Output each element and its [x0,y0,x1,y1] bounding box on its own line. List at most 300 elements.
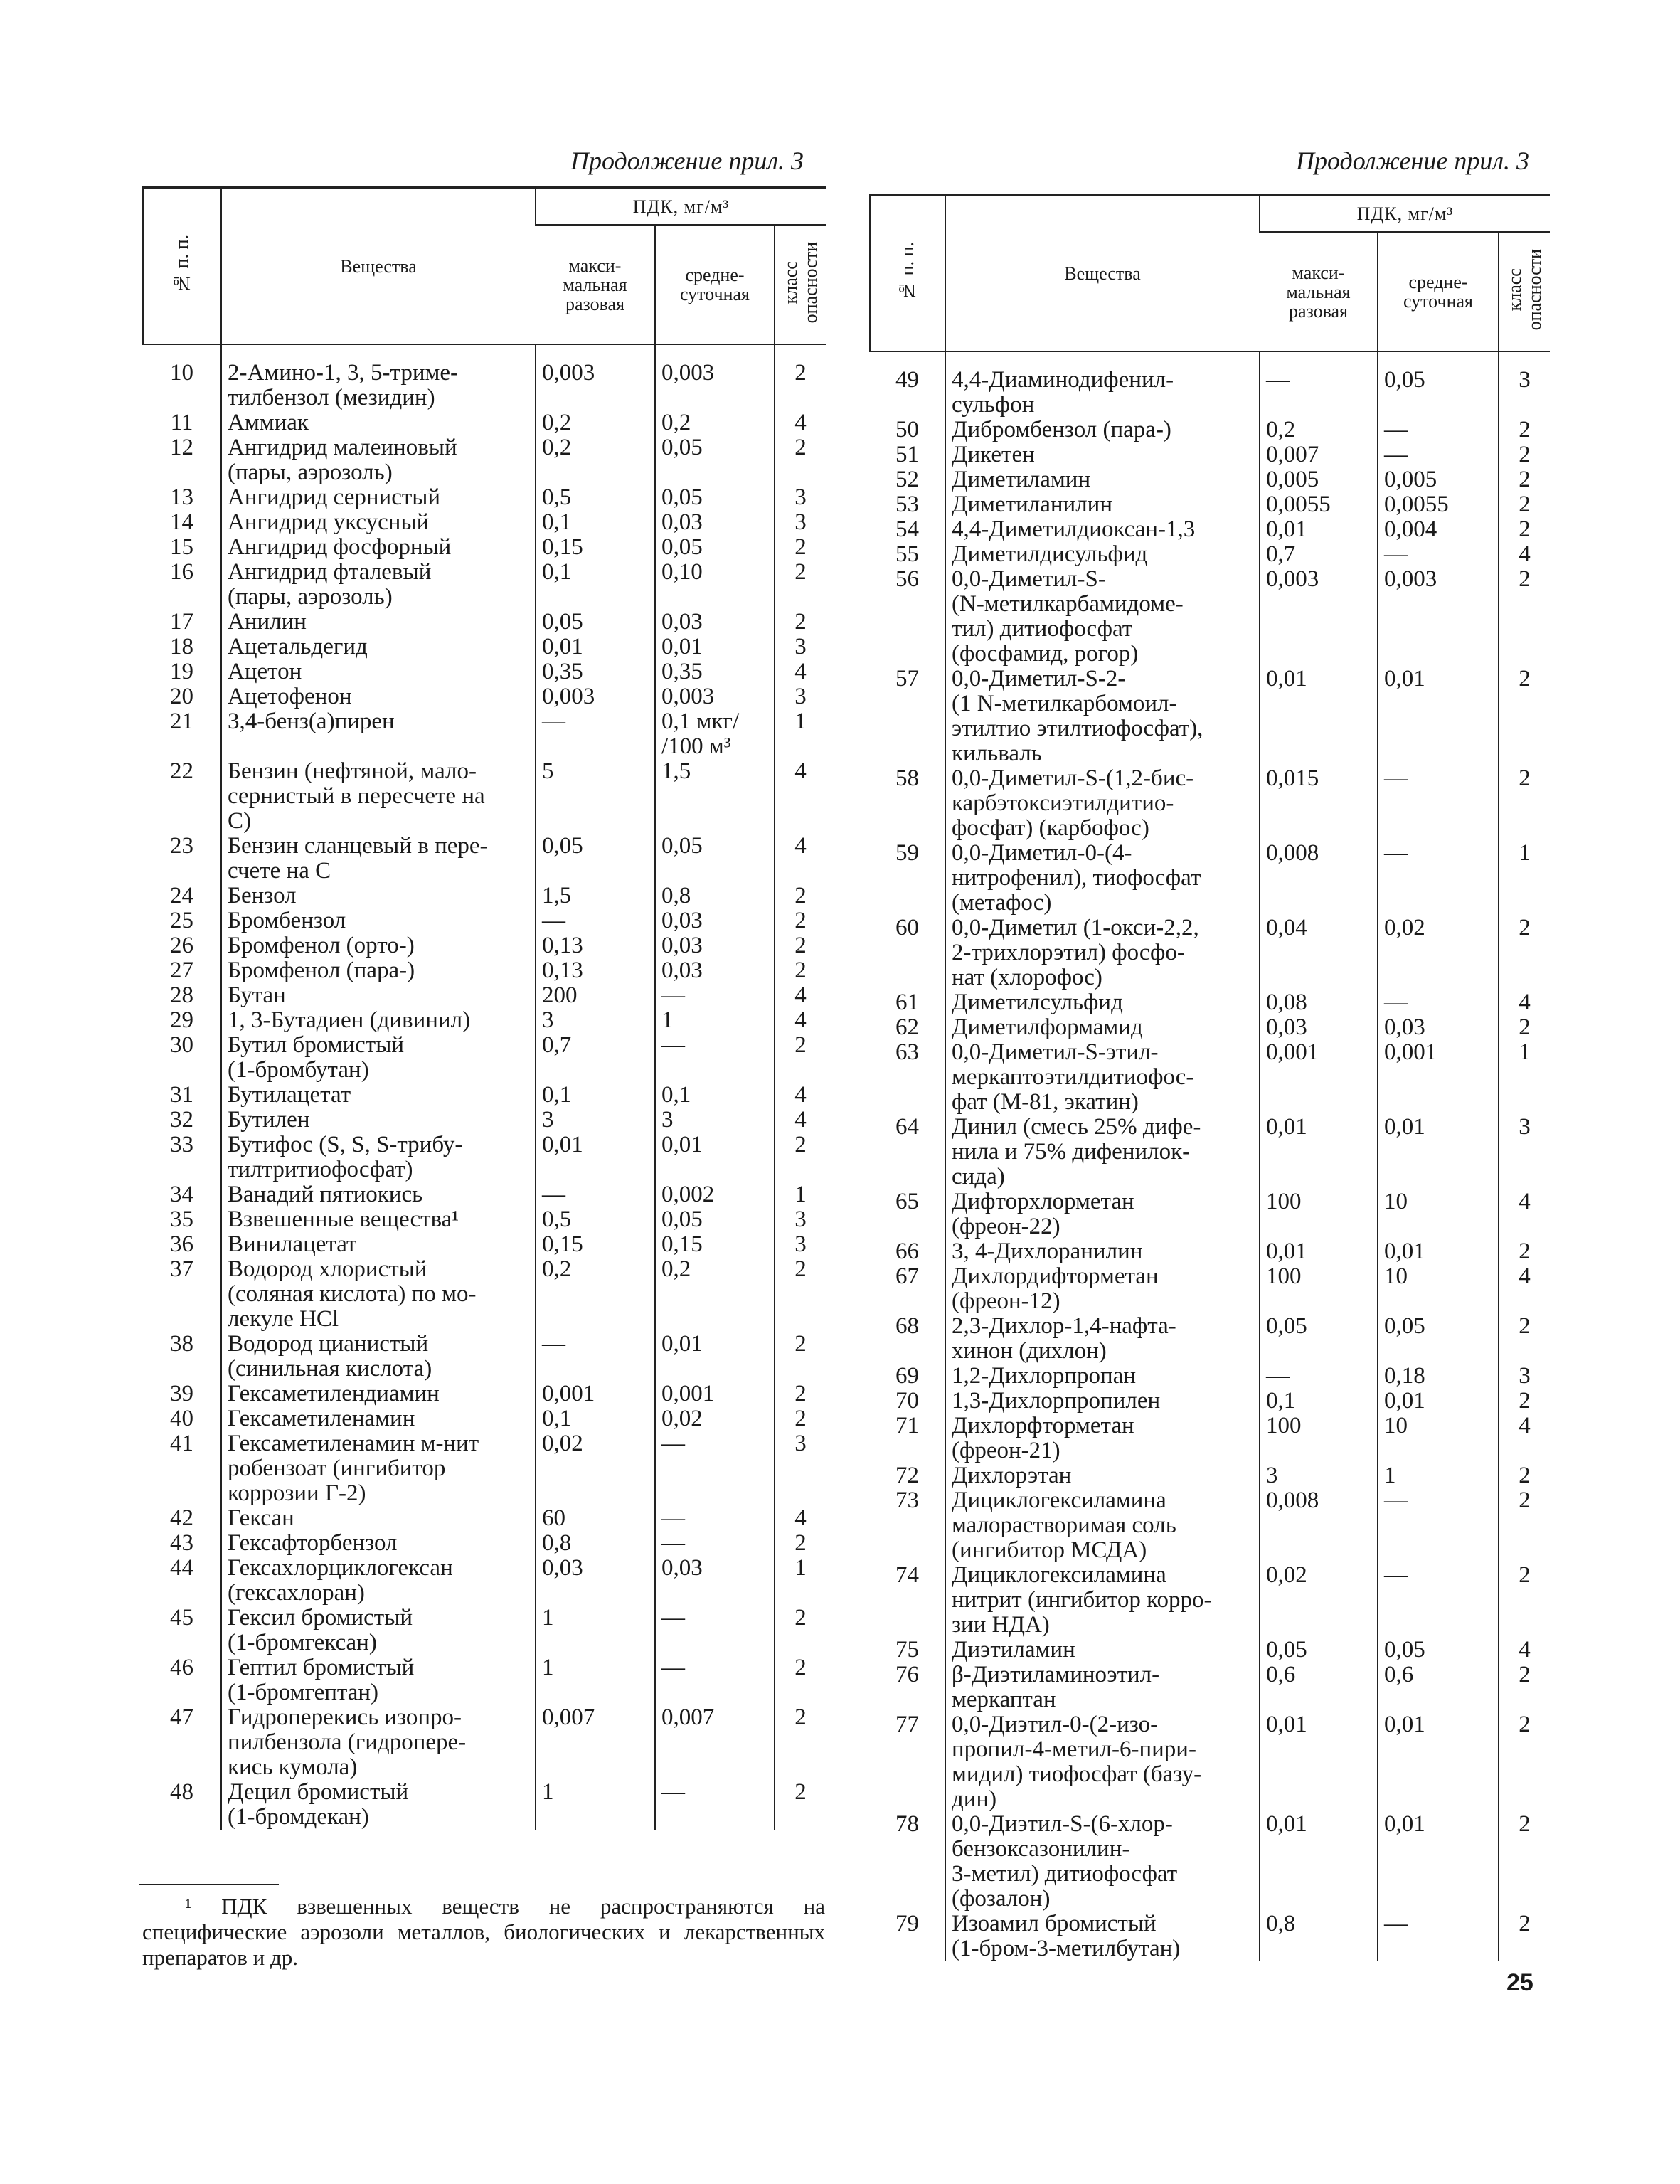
max-single-value: 0,02 [536,1431,655,1506]
daily-average-value: — [1378,1912,1499,1961]
table-row [870,1712,1550,1812]
hazard-class: 4 [775,983,826,1008]
hazard-class: 2 [1499,517,1550,542]
footnote: ¹ ПДК взвешенных веществ не распространяются на специфические аэрозоли металлов, биологических и лекарственных препаратов и др. [142,1894,825,1970]
column-header-hazard: класс опасности [1499,232,1550,351]
row-number: 30 [170,1032,193,1058]
daily-average-value: — [1378,418,1499,442]
substance-name: Взвешенные вещества¹ [221,1207,536,1232]
table-row [143,1780,826,1830]
table-row [870,467,1550,492]
hazard-class: 2 [775,435,826,485]
table-row [143,1332,826,1382]
substance-name: Бензин (нефтяной, мало- сернистый в пересчете на С) [221,759,536,834]
substance-name: β-Диэтиламиноэтил- меркаптан [945,1663,1260,1712]
row-number: 43 [170,1530,193,1556]
daily-average-value: — [1378,542,1499,567]
substance-name: 1,2-Дихлорпропан [945,1364,1260,1389]
table-row [143,344,826,410]
max-single-value: 0,05 [1260,1638,1378,1663]
max-single-value: 0,008 [1260,841,1378,916]
max-single-value: 0,015 [1260,766,1378,841]
row-number: 40 [170,1406,193,1431]
substance-name: Диметиланилин [945,492,1260,517]
row-number: 33 [170,1132,193,1157]
row-number: 64 [895,1114,919,1140]
max-single-value: 0,8 [1260,1912,1378,1961]
row-number: 34 [170,1182,193,1207]
daily-average-value: 0,05 [655,535,775,560]
hazard-class: 4 [775,834,826,884]
daily-average-value: — [1378,442,1499,467]
hazard-class: 2 [775,610,826,635]
row-number: 50 [895,417,919,442]
table-row [870,1912,1550,1961]
daily-average-value: — [655,1606,775,1655]
hazard-class: 2 [775,1606,826,1655]
hazard-class: 4 [1499,990,1550,1015]
daily-average-value: 0,05 [655,485,775,510]
max-single-value: — [536,1182,655,1207]
max-single-value: 0,35 [536,659,655,684]
daily-average-value: 0,03 [655,958,775,983]
table-row [143,1556,826,1606]
substance-name: Бутан [221,983,536,1008]
substance-name: Бутифос (S, S, S-трибу- тилтритиофосфат) [221,1133,536,1182]
hazard-class: 2 [775,1133,826,1182]
row-number: 67 [895,1263,919,1289]
daily-average-value: 0,2 [655,1257,775,1332]
hazard-class: 2 [775,535,826,560]
row-number: 37 [170,1256,193,1282]
row-number: 45 [170,1605,193,1631]
hazard-class: 2 [1499,492,1550,517]
substance-name: 0,0-Диметил-S-этил- меркаптоэтилдитиофос- фат (М-81, экатин) [945,1040,1260,1115]
substance-name: Гексаметиленамин [221,1406,536,1431]
daily-average-value: — [655,1531,775,1556]
table-row [143,1705,826,1780]
row-number: 38 [170,1331,193,1357]
row-number: 78 [895,1811,919,1837]
max-single-value: 0,13 [536,958,655,983]
hazard-class: 3 [775,635,826,659]
substance-name: Дихлорэтан [945,1463,1260,1488]
substance-name: Ацетофенон [221,684,536,709]
max-single-value: 0,02 [1260,1563,1378,1638]
hazard-class: 2 [1499,567,1550,667]
daily-average-value: — [655,1506,775,1531]
row-number: 25 [170,908,193,933]
table-row [143,834,826,884]
hazard-class: 2 [1499,1912,1550,1961]
hazard-class: 3 [775,684,826,709]
hazard-class: 2 [1499,916,1550,990]
max-single-value: 0,1 [536,1406,655,1431]
column-header-max: макси- мальная разовая [1260,232,1378,351]
max-single-value: 0,5 [536,485,655,510]
pdk-table-left [142,186,826,1830]
table-row [870,841,1550,916]
row-number: 75 [895,1637,919,1663]
daily-average-value: 0,01 [1378,1239,1499,1264]
row-number: 52 [895,467,919,492]
row-number: 31 [170,1082,193,1108]
max-single-value: 0,05 [536,610,655,635]
table-row [143,983,826,1008]
daily-average-value: — [1378,841,1499,916]
max-single-value: 0,15 [536,535,655,560]
table-row [870,492,1550,517]
max-single-value: 100 [1260,1189,1378,1239]
substance-name: Дихлордифторметан (фреон-12) [945,1264,1260,1314]
daily-average-value: 0,01 [655,1332,775,1382]
table-row [143,635,826,659]
row-number: 61 [895,990,919,1015]
hazard-class: 1 [775,1182,826,1207]
substance-name: Гексаметиленамин м-нит робензоат (ингибитор коррозии Г-2) [221,1431,536,1506]
daily-average-value: 0,01 [1378,1115,1499,1189]
daily-average-value: 0,007 [655,1705,775,1780]
substance-name: 0,0-Диметил-S-2- (1 N-метилкарбомоил- этилтио этилтиофосфат), кильваль [945,667,1260,766]
daily-average-value: 0,05 [655,435,775,485]
max-single-value: 0,003 [536,344,655,410]
substance-name: 1,3-Дихлорпропилен [945,1389,1260,1414]
substance-name: Гептил бромистый (1-бромгептан) [221,1655,536,1705]
substance-name: Бензин сланцевый в пере- счете на С [221,834,536,884]
hazard-class: 3 [775,510,826,535]
column-header-number: № п. п. [143,188,221,345]
hazard-class: 3 [775,1431,826,1506]
table-row [870,667,1550,766]
table-row [870,1414,1550,1463]
substance-name: 1, 3-Бутадиен (дивинил) [221,1008,536,1033]
row-number: 41 [170,1431,193,1456]
max-single-value: — [536,1332,655,1382]
max-single-value: — [536,908,655,933]
hazard-class: 1 [775,709,826,759]
daily-average-value: — [655,1431,775,1506]
daily-average-value: 10 [1378,1189,1499,1239]
hazard-class: 3 [775,485,826,510]
hazard-class: 2 [1499,1812,1550,1912]
substance-name: 2-Амино-1, 3, 5-триме- тилбензол (мезидин) [221,344,536,410]
hazard-class: 2 [775,1780,826,1830]
substance-name: Дикетен [945,442,1260,467]
daily-average-value: 0,01 [655,1133,775,1182]
max-single-value: 1 [536,1780,655,1830]
substance-name: Диметилсульфид [945,990,1260,1015]
max-single-value: 0,01 [1260,667,1378,766]
max-single-value: 0,001 [536,1382,655,1406]
hazard-class: 2 [775,1655,826,1705]
max-single-value: 0,2 [536,410,655,435]
hazard-class: 3 [1499,351,1550,418]
table-row [870,1314,1550,1364]
hazard-class: 2 [775,1382,826,1406]
row-number: 58 [895,765,919,791]
table-row [143,1232,826,1257]
hazard-class: 2 [1499,1712,1550,1812]
substance-name: Гексан [221,1506,536,1531]
daily-average-value: 0,01 [1378,1389,1499,1414]
max-single-value: 0,01 [1260,1712,1378,1812]
substance-name: 0,0-Диметил-S-(1,2-бис- карбэтоксиэтилдитио- фосфат) (карбофос) [945,766,1260,841]
substance-name: Гексахлорциклогексан (гексахлоран) [221,1556,536,1606]
substance-name: Гидроперекись изопро- пилбензола (гидропере- кись кумола) [221,1705,536,1780]
substance-name: Дициклогексиламина нитрит (ингибитор корро- зии НДА) [945,1563,1260,1638]
max-single-value: 0,008 [1260,1488,1378,1563]
substance-name: Ангидрид сернистый [221,485,536,510]
substance-name: Водород хлористый (соляная кислота) по мо- лекуле HCl [221,1257,536,1332]
max-single-value: 0,05 [1260,1314,1378,1364]
max-single-value: 0,01 [1260,1812,1378,1912]
substance-name: Дибромбензол (пара-) [945,418,1260,442]
table-row [143,1506,826,1531]
row-number: 23 [170,833,193,859]
table-row [870,766,1550,841]
hazard-class: 2 [1499,1563,1550,1638]
max-single-value: 0,08 [1260,990,1378,1015]
max-single-value: 0,003 [536,684,655,709]
table-row [870,517,1550,542]
hazard-class: 4 [775,1083,826,1108]
hazard-class: 4 [775,659,826,684]
max-single-value: — [1260,351,1378,418]
daily-average-value: 3 [655,1108,775,1133]
row-number: 22 [170,758,193,784]
daily-average-value: — [655,1655,775,1705]
row-number: 72 [895,1463,919,1488]
substance-name: Ацетальдегид [221,635,536,659]
daily-average-value: 0,03 [655,610,775,635]
substance-name: 0,0-Диэтил-S-(6-хлор- бензоксазонилин- 3-метил) дитиофосфат (фозалон) [945,1812,1260,1912]
column-header-hazard: класс опасности [775,225,826,344]
table-row [143,1531,826,1556]
column-header-substance: Вещества [945,195,1260,352]
max-single-value: 200 [536,983,655,1008]
substance-name: Ванадий пятиокись [221,1182,536,1207]
max-single-value: 100 [1260,1264,1378,1314]
substance-name: 3,4-бенз(а)пирен [221,709,536,759]
table-row [143,1008,826,1033]
substance-name: Ангидрид уксусный [221,510,536,535]
substance-name: Диметилдисульфид [945,542,1260,567]
table-row [870,1040,1550,1115]
daily-average-value: 0,35 [655,659,775,684]
substance-name: Диэтиламин [945,1638,1260,1663]
daily-average-value: 10 [1378,1264,1499,1314]
table-row [870,567,1550,667]
hazard-class: 1 [1499,1040,1550,1115]
table-row [143,610,826,635]
substance-name: Ангидрид фталевый (пары, аэрозоль) [221,560,536,610]
row-number: 55 [895,541,919,567]
max-single-value: 0,03 [536,1556,655,1606]
daily-average-value: 0,005 [1378,467,1499,492]
daily-average-value: 1 [655,1008,775,1033]
max-single-value: 0,15 [536,1232,655,1257]
row-number: 10 [170,360,193,386]
max-single-value: 0,01 [1260,517,1378,542]
daily-average-value: 0,0055 [1378,492,1499,517]
hazard-class: 2 [1499,667,1550,766]
table-row [143,958,826,983]
daily-average-value: 0,003 [1378,567,1499,667]
substance-name: 4,4-Диаминодифенил- сульфон [945,351,1260,418]
row-number: 26 [170,933,193,958]
daily-average-value: — [1378,1563,1499,1638]
table-row [143,884,826,908]
daily-average-value: 0,10 [655,560,775,610]
row-number: 32 [170,1107,193,1133]
table-row [143,684,826,709]
table-row [870,1264,1550,1314]
daily-average-value: — [655,983,775,1008]
daily-average-value: 0,15 [655,1232,775,1257]
substance-name: Диметилформамид [945,1015,1260,1040]
row-number: 66 [895,1239,919,1264]
max-single-value: 0,0055 [1260,492,1378,517]
max-single-value: 0,1 [536,1083,655,1108]
max-single-value: 0,2 [536,1257,655,1332]
max-single-value: 1 [536,1655,655,1705]
hazard-class: 2 [1499,1314,1550,1364]
max-single-value: 0,2 [536,435,655,485]
table-row [143,933,826,958]
row-number: 36 [170,1231,193,1257]
daily-average-value: 0,03 [655,510,775,535]
substance-name: Динил (смесь 25% дифе- нила и 75% дифенилок- сида) [945,1115,1260,1189]
substance-name: Водород цианистый (синильная кислота) [221,1332,536,1382]
substance-name: Ацетон [221,659,536,684]
row-number: 65 [895,1189,919,1214]
max-single-value: 0,003 [1260,567,1378,667]
row-number: 42 [170,1505,193,1531]
row-number: 28 [170,982,193,1008]
substance-name: Гексафторбензол [221,1531,536,1556]
hazard-class: 4 [1499,1638,1550,1663]
max-single-value: 0,1 [1260,1389,1378,1414]
daily-average-value: — [1378,990,1499,1015]
page-number: 25 [1506,1969,1533,1996]
hazard-class: 2 [1499,1239,1550,1264]
table-row [870,1663,1550,1712]
table-row [870,1389,1550,1414]
table-row [143,908,826,933]
daily-average-value: — [1378,766,1499,841]
row-number: 11 [170,410,193,435]
daily-average-value: 0,001 [1378,1040,1499,1115]
table-row [143,659,826,684]
row-number: 46 [170,1655,193,1680]
max-single-value: 0,7 [1260,542,1378,567]
hazard-class: 1 [1499,841,1550,916]
table-row [143,535,826,560]
max-single-value: 0,7 [536,1033,655,1083]
max-single-value: — [536,709,655,759]
hazard-class: 4 [775,759,826,834]
substance-name: Ангидрид малеиновый (пары, аэрозоль) [221,435,536,485]
table-row [143,759,826,834]
column-header-pdk-group: ПДК, мг/м³ [1260,195,1550,233]
substance-name: 0,0-Диметил-S- (N-метилкарбамидоме- тил) дитиофосфат (фосфамид, рогор) [945,567,1260,667]
substance-name: Бромбензол [221,908,536,933]
table-row [143,1606,826,1655]
substance-name: Изоамил бромистый (1-бром-3-метилбутан) [945,1912,1260,1961]
daily-average-value: 0,05 [1378,351,1499,418]
table-row [143,435,826,485]
table-row [143,1033,826,1083]
hazard-class: 2 [1499,766,1550,841]
hazard-class: 3 [775,1207,826,1232]
row-number: 56 [895,566,919,592]
hazard-class: 2 [1499,1015,1550,1040]
row-number: 57 [895,666,919,691]
column-header-number: № п. п. [870,195,945,352]
max-single-value: 0,5 [536,1207,655,1232]
row-number: 48 [170,1779,193,1805]
hazard-class: 2 [775,1705,826,1780]
hazard-class: 2 [775,1257,826,1332]
column-header-substance: Вещества [221,188,536,345]
table-row [143,709,826,759]
hazard-class: 2 [1499,467,1550,492]
hazard-class: 3 [1499,1115,1550,1189]
table-row [143,1431,826,1506]
substance-name: Гексил бромистый (1-бромгексан) [221,1606,536,1655]
daily-average-value: 0,18 [1378,1364,1499,1389]
row-number: 60 [895,915,919,940]
max-single-value: 60 [536,1506,655,1531]
table-row [870,442,1550,467]
table-row [870,1563,1550,1638]
row-number: 62 [895,1014,919,1040]
table-row [870,1364,1550,1389]
table-row [870,1638,1550,1663]
substance-name: Бутилен [221,1108,536,1133]
hazard-class: 4 [775,1108,826,1133]
daily-average-value: 0,2 [655,410,775,435]
substance-name: 4,4-Диметилдиоксан-1,3 [945,517,1260,542]
max-single-value: 100 [1260,1414,1378,1463]
substance-name: Ангидрид фосфорный [221,535,536,560]
daily-average-value: 0,01 [1378,667,1499,766]
row-number: 20 [170,684,193,709]
substance-name: Дихлорфторметан (фреон-21) [945,1414,1260,1463]
daily-average-value: 0,1 мкг/ /100 м³ [655,709,775,759]
daily-average-value: 1 [1378,1463,1499,1488]
row-number: 70 [895,1388,919,1414]
column-header-pdk-group: ПДК, мг/м³ [536,188,826,226]
max-single-value: 5 [536,759,655,834]
continuation-label-left: Продолжение прил. 3 [570,147,804,175]
substance-name: 0,0-Диметил (1-окси-2,2, 2-трихлорэтил) фосфо- нат (хлорофос) [945,916,1260,990]
substance-name: Децил бромистый (1-бромдекан) [221,1780,536,1830]
hazard-class: 4 [775,1008,826,1033]
table-row [870,418,1550,442]
hazard-class: 2 [775,884,826,908]
daily-average-value: 0,001 [655,1382,775,1406]
daily-average-value: 0,01 [1378,1812,1499,1912]
table-row [143,1207,826,1232]
table-row [143,1083,826,1108]
row-number: 63 [895,1039,919,1065]
hazard-class: 2 [1499,1389,1550,1414]
hazard-class: 2 [1499,418,1550,442]
daily-average-value: 0,03 [655,908,775,933]
hazard-class: 4 [1499,1189,1550,1239]
table-row [870,990,1550,1015]
